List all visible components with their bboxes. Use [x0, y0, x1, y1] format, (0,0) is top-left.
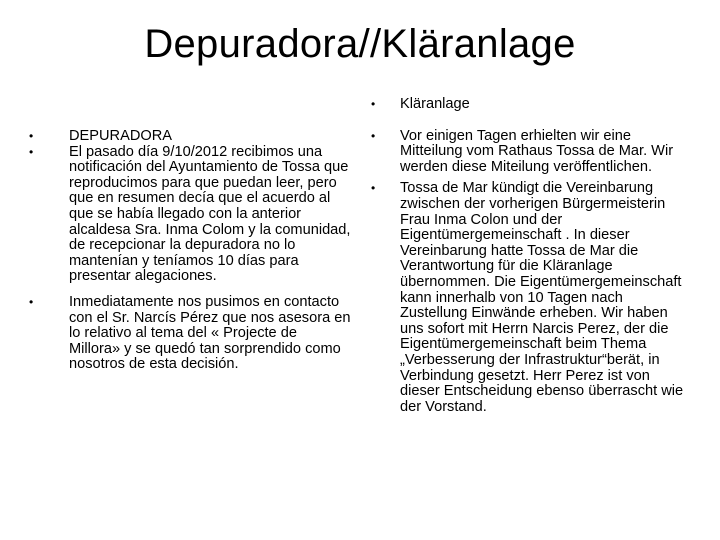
list-item	[371, 127, 685, 176]
list-item	[371, 180, 685, 415]
list-item	[29, 128, 351, 145]
spanish-text-column	[29, 128, 351, 373]
list-item-text: Inmediatamente nos pusimos en contacto con el Sr. Narcís Pérez que nos asesora en lo relativo al tema del « Projecte de Millora» y se quedó tan sorprendido como nosotros de esta decisión.	[69, 293, 351, 373]
german-text-column	[371, 96, 685, 415]
list-item-text: Tossa de Mar kündigt die Vereinbarung zwischen der vorherigen Bürgermeisterin Frau Inma Colon und der Eigentümergemeinschaft . In dieser Vereinbarung hatte Tossa de Mar die Verantwortung für die Kläranlage übernommen. Die Eigentümergemeinschaft kann innerhalb von 10 Tagen nach Zustellung Einwände erheben. Wir haben uns sofort mit Herrn Narcis Perez, der die Eigentümergemeinschaft beim Thema „Verbesserung der Infrastruktur“berät, in Verbindung gesetzt. Herr Perez ist von dieser Entscheidung ebenso überrascht wie der Vorstand.	[400, 180, 684, 415]
bullet-icon: •	[29, 144, 34, 159]
bullet-icon: •	[371, 128, 376, 143]
list-item	[29, 143, 351, 285]
slide-title: Depuradora//Kläranlage	[144, 22, 576, 66]
list-item	[371, 96, 685, 113]
list-item-text: Vor einigen Tagen erhielten wir eine Mitteilung vom Rathaus Tossa de Mar. Wir werden diese Miteilung veröffentlichen.	[400, 127, 674, 175]
list-item-text: DEPURADORA	[69, 128, 172, 144]
list-item-text: El pasado día 9/10/2012 recibimos una notificación del Ayuntamiento de Tossa que reproducimos para que puedan leer, pero que en resumen decía que el acuerdo al que se había llegado con la anterior alcaldesa Sra. Inma Colom y la comunidad, de recepcionar la depuradora no lo mantenían y teníamos 10 días para presentar alegaciones.	[69, 143, 351, 285]
bullet-icon: •	[29, 294, 34, 309]
bullet-icon: •	[29, 129, 34, 143]
list-item	[29, 293, 351, 373]
bullet-icon: •	[371, 97, 376, 111]
bullet-icon: •	[371, 181, 376, 196]
list-item-text: Kläranlage	[400, 96, 470, 112]
